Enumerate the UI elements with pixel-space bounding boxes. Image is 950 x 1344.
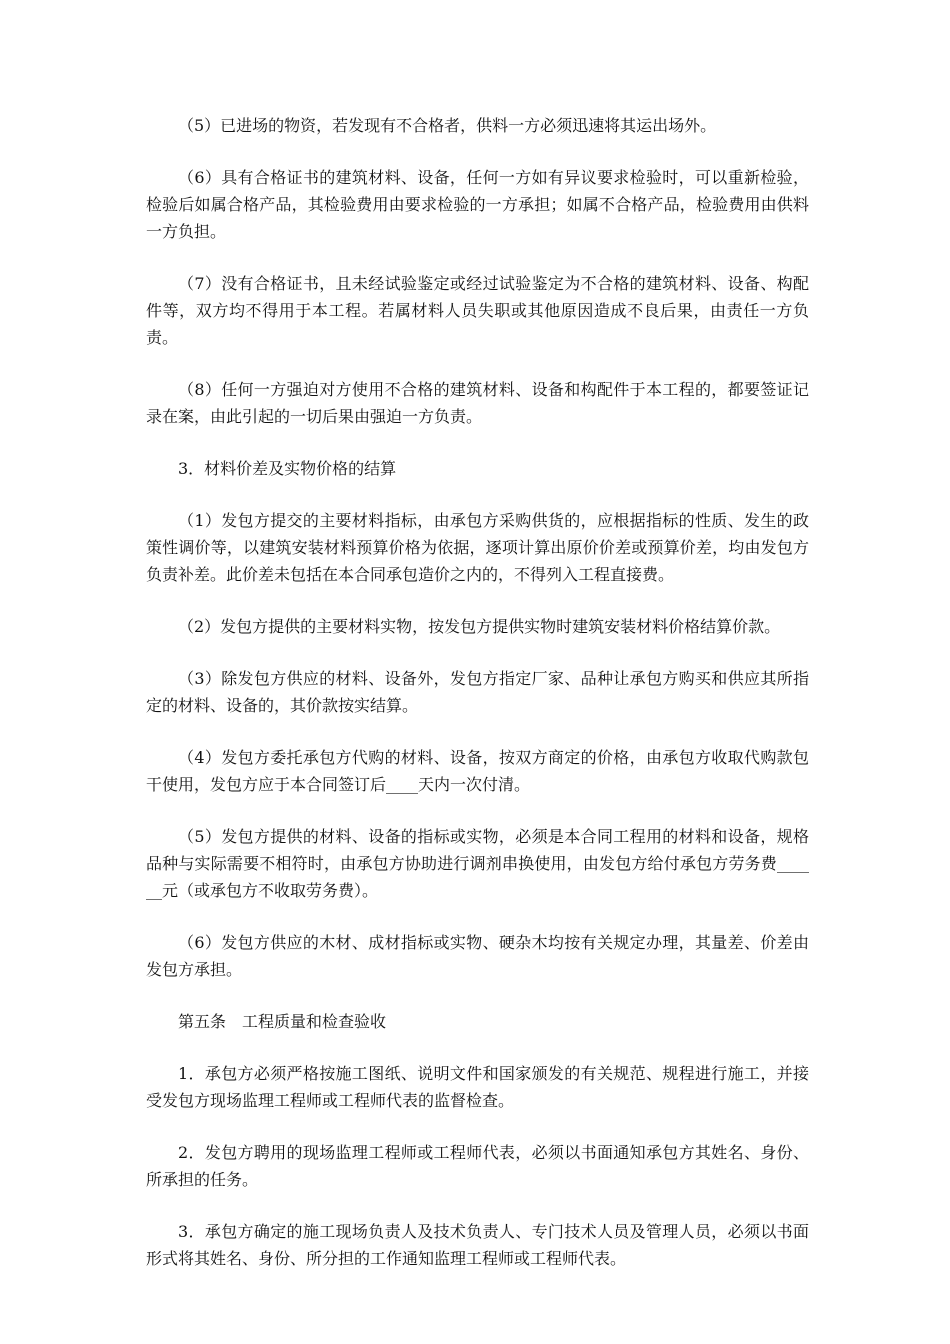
paragraph-settlement-6: （6）发包方供应的木材、成材指标或实物、硬杂木均按有关规定办理，其量差、价差由发包方承担。 <box>146 933 809 979</box>
paragraph-quality-3: 3．承包方确定的施工现场负责人及技术负责人、专门技术人员及管理人员，必须以书面形式将其姓名、身份、所分担的工作通知监理工程师或工程师代表。 <box>146 1222 809 1268</box>
paragraph-settlement-4: （4）发包方委托承包方代购的材料、设备，按双方商定的价格，由承包方收取代购款包干使用，发包方应于本合同签订后____天内一次付清。 <box>146 748 809 794</box>
paragraph-material-6: （6）具有合格证书的建筑材料、设备，任何一方如有异议要求检验时，可以重新检验，检验后如属合格产品，其检验费用由要求检验的一方承担；如属不合格产品，检验费用由供料一方负担。 <box>146 168 809 241</box>
paragraph-settlement-1: （1）发包方提交的主要材料指标，由承包方采购供货的，应根据指标的性质、发生的政策性调价等，以建筑安装材料预算价格为依据，逐项计算出原价价差或预算价差，均由发包方负责补差。此价差未包括在本合同承包造价之内的，不得列入工程直接费。 <box>146 511 809 584</box>
paragraph-material-7: （7）没有合格证书，且未经试验鉴定或经过试验鉴定为不合格的建筑材料、设备、构配件等，双方均不得用于本工程。若属材料人员失职或其他原因造成不良后果，由责任一方负责。 <box>146 274 809 347</box>
paragraph-settlement-3: （3）除发包方供应的材料、设备外，发包方指定厂家、品种让承包方购买和供应其所指定的材料、设备的，其价款按实结算。 <box>146 669 809 715</box>
paragraph-quality-1: 1．承包方必须严格按施工图纸、说明文件和国家颁发的有关规范、规程进行施工，并接受发包方现场监理工程师或工程师代表的监督检查。 <box>146 1064 809 1110</box>
section-heading-price-settlement: 3．材料价差及实物价格的结算 <box>178 459 397 478</box>
document-body <box>146 112 809 1297</box>
paragraph-material-8: （8）任何一方强迫对方使用不合格的建筑材料、设备和构配件于本工程的，都要签证记录在案，由此引起的一切后果由强迫一方负责。 <box>146 380 809 426</box>
paragraph-quality-2: 2．发包方聘用的现场监理工程师或工程师代表，必须以书面通知承包方其姓名、身份、所承担的任务。 <box>146 1143 809 1189</box>
paragraph-settlement-5: （5）发包方提供的材料、设备的指标或实物，必须是本合同工程用的材料和设备，规格品种与实际需要不相符时，由承包方协助进行调剂串换使用，由发包方给付承包方劳务费______元（或承包方不收取劳务费）。 <box>146 827 809 900</box>
article-heading-quality: 第五条 工程质量和检查验收 <box>178 1012 387 1031</box>
paragraph-material-5: （5）已进场的物资，若发现有不合格者，供料一方必须迅速将其运出场外。 <box>178 116 717 135</box>
paragraph-settlement-2: （2）发包方提供的主要材料实物，按发包方提供实物时建筑安装材料价格结算价款。 <box>178 617 781 636</box>
